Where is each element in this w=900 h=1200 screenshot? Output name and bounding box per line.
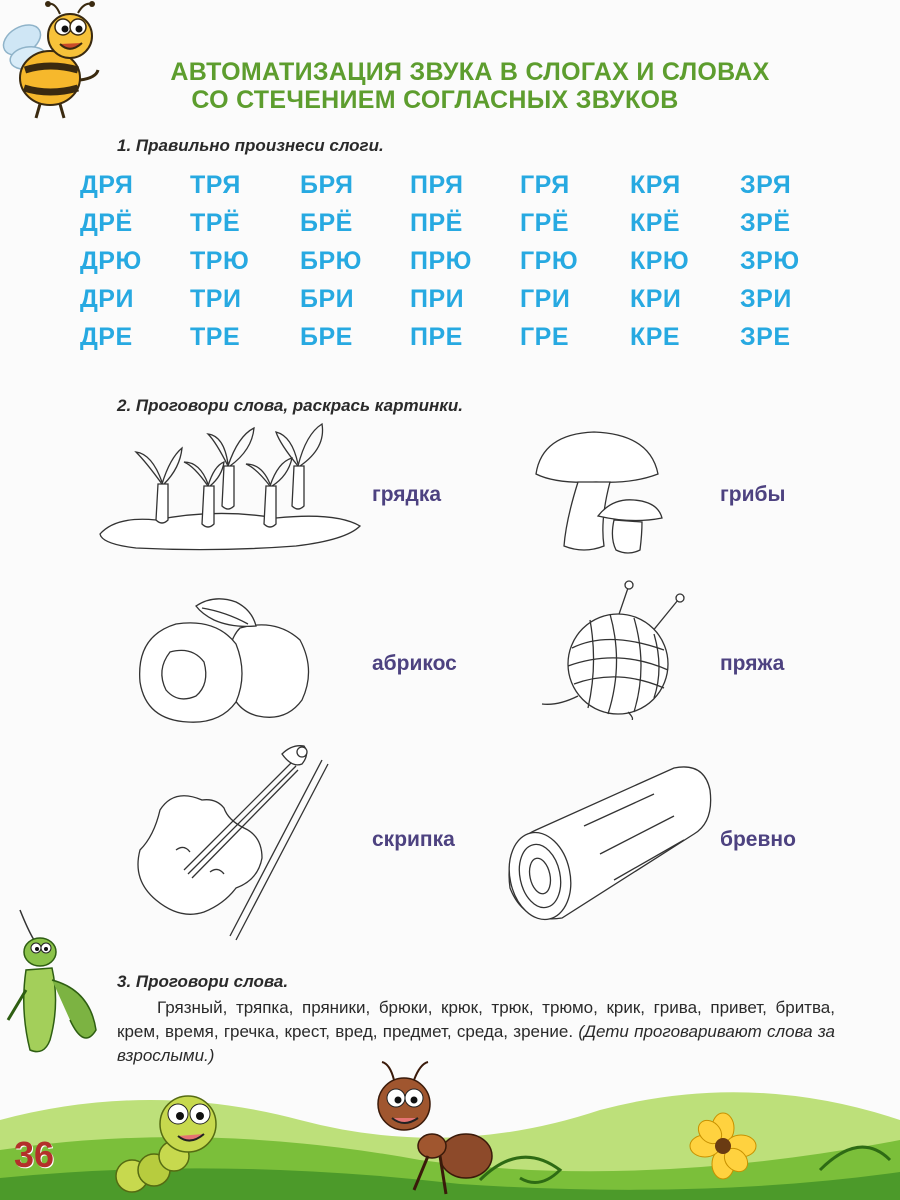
task-3-note: (Дети проговаривают слова за взрослыми.): [117, 1022, 835, 1065]
syllable: ТРЁ: [190, 209, 241, 237]
syllable: КРЁ: [630, 209, 681, 237]
syllable: ТРЯ: [190, 171, 241, 199]
syllable: ЗРЕ: [740, 323, 791, 351]
syllable: КРИ: [630, 285, 682, 313]
syllable-grid: [80, 168, 820, 358]
syllable: ТРЕ: [190, 323, 241, 351]
syllable: ДРЯ: [80, 171, 134, 199]
caterpillar-illustration: [108, 1084, 228, 1199]
syllable: ГРИ: [520, 285, 571, 313]
syllable: ГРЁ: [520, 209, 570, 237]
yarn-picture: [538, 578, 688, 720]
syllable: ЗРЁ: [740, 209, 791, 237]
word-list: Грязный, тряпка, пряники, брюки, крюк, трюк, трюмо, крик, грива, привет, бритва, крем, время, гречка, крест, вред, предмет, среда, зрение.: [117, 998, 835, 1041]
title-line-1: АВТОМАТИЗАЦИЯ ЗВУКА В СЛОГАХ И СЛОВАХ: [170, 58, 770, 86]
syllable: ЗРЮ: [740, 247, 800, 275]
bee-illustration: [0, 0, 110, 130]
mushrooms-picture: [532, 430, 664, 556]
syllable: БРЯ: [300, 171, 354, 199]
syllable: ТРИ: [190, 285, 242, 313]
word-yarn: пряжа: [720, 652, 785, 675]
syllable: ГРЮ: [520, 247, 579, 275]
syllable: КРЮ: [630, 247, 690, 275]
log-picture: [504, 764, 714, 924]
syllable: ПРЮ: [410, 247, 472, 275]
syllable: ДРЁ: [80, 209, 133, 237]
flower-illustration: [688, 1110, 758, 1195]
syllable: ПРЁ: [410, 209, 463, 237]
task-3-text: [117, 996, 835, 1068]
word-log: бревно: [720, 828, 796, 851]
word-mushrooms: грибы: [720, 483, 786, 506]
page-title: [150, 58, 790, 114]
syllable: ДРЕ: [80, 323, 133, 351]
word-garden-bed: грядка: [372, 483, 442, 506]
syllable: ПРИ: [410, 285, 465, 313]
task-2-label: 2. Проговори слова, раскрась картинки.: [117, 396, 463, 415]
syllable: БРИ: [300, 285, 355, 313]
syllable: ГРЕ: [520, 323, 570, 351]
syllable: БРЕ: [300, 323, 353, 351]
syllable: ПРЯ: [410, 171, 464, 199]
syllable: КРЯ: [630, 171, 681, 199]
apricot-picture: [136, 594, 314, 726]
grasshopper-illustration: [0, 900, 110, 1085]
title-line-2: СО СТЕЧЕНИЕМ СОГЛАСНЫХ ЗВУКОВ: [191, 86, 679, 114]
word-apricot: абрикос: [372, 652, 457, 675]
violin-picture: [132, 740, 332, 942]
syllable: ГРЯ: [520, 171, 570, 199]
syllable: ДРИ: [80, 285, 134, 313]
syllable: КРЕ: [630, 323, 681, 351]
syllable: БРЁ: [300, 209, 353, 237]
ant-illustration: [370, 1060, 500, 1200]
syllable: ЗРЯ: [740, 171, 792, 199]
syllable: БРЮ: [300, 247, 362, 275]
garden-bed-picture: [96, 422, 366, 554]
task-1-label: 1. Правильно произнеси слоги.: [117, 136, 384, 155]
syllable: ДРЮ: [80, 247, 142, 275]
syllable: ТРЮ: [190, 247, 250, 275]
task-3-label: 3. Проговори слова.: [117, 972, 289, 991]
syllable: ПРЕ: [410, 323, 463, 351]
syllable: ЗРИ: [740, 285, 792, 313]
page-number: 36: [14, 1134, 55, 1175]
word-violin: скрипка: [372, 828, 455, 851]
